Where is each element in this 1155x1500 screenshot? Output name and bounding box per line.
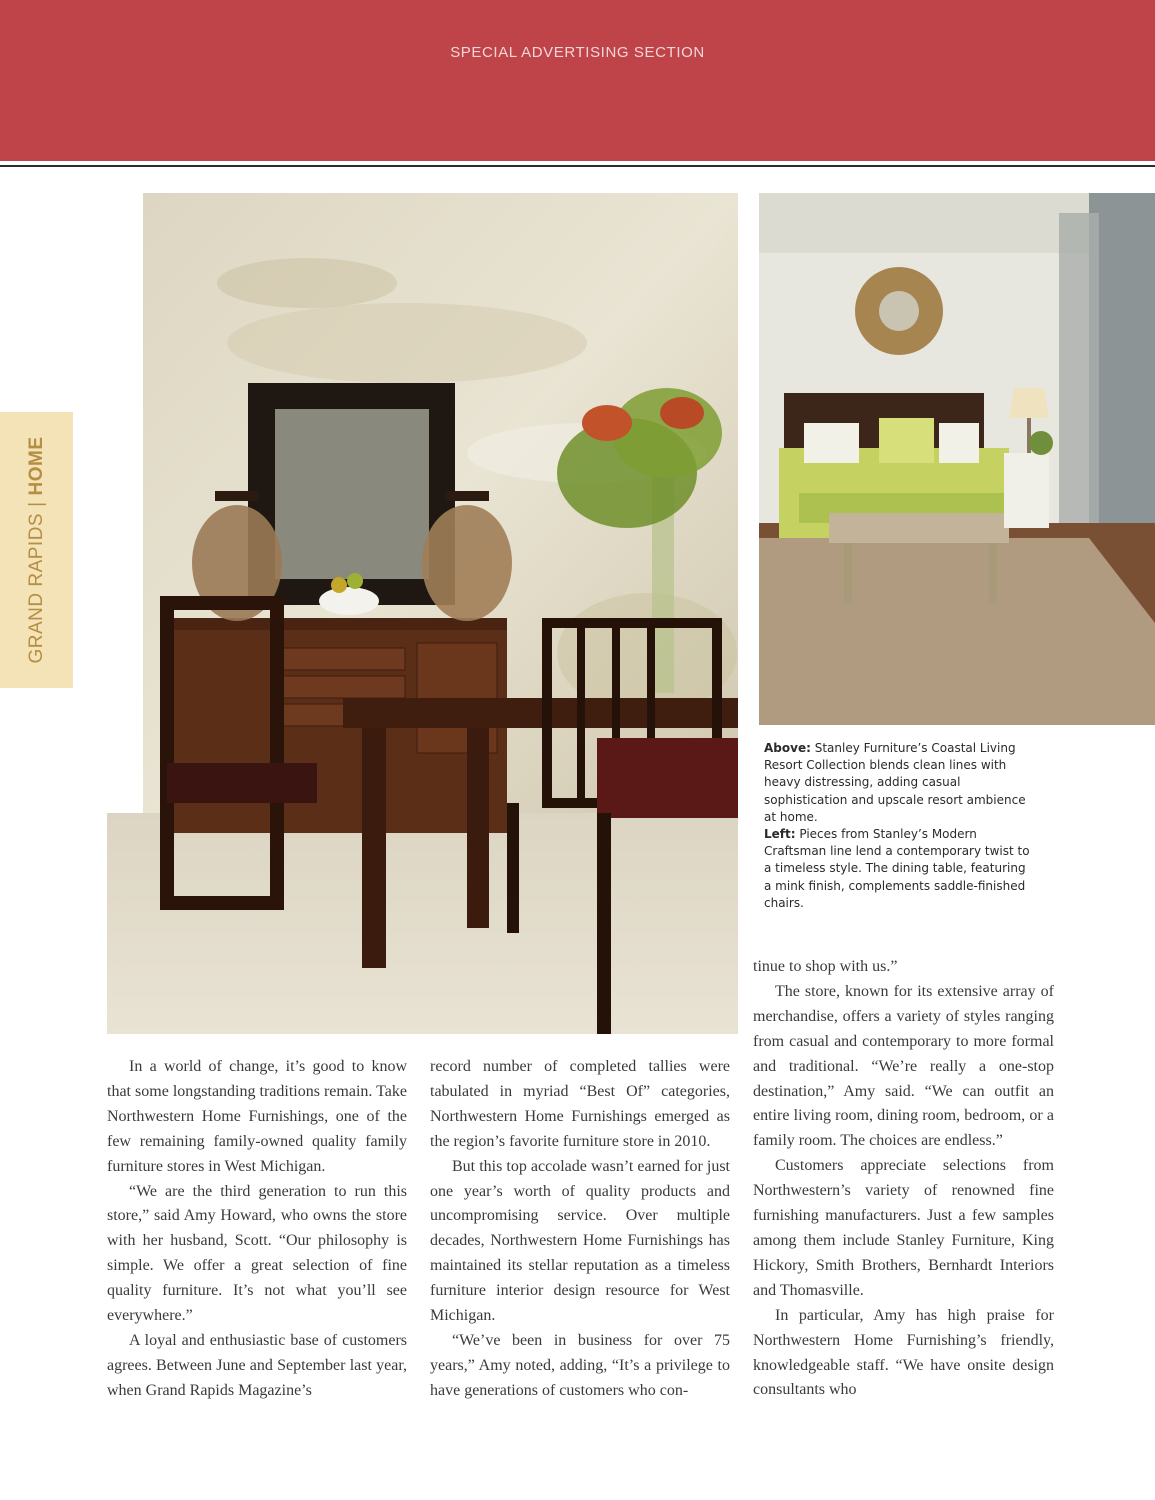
paragraph: In particular, Amy has high praise for Northwestern Home Furnishing’s friendly, knowledgeable staff. “We have onsite design consultants who [753, 1306, 1054, 1399]
header-band [0, 0, 1155, 161]
caption-left-text: Pieces from Stanley’s Modern Craftsman line lend a contemporary twist to a timeless style. The dining table, featuring a mink finish, complements saddle-finished chairs. [764, 827, 1030, 910]
side-tab [0, 412, 73, 688]
paragraph: A loyal and enthusiastic base of customers agrees. Between June and September last year, when Grand Rapids Magazine’s [107, 1331, 407, 1399]
article-column-1 [107, 1055, 407, 1404]
photo-caption [764, 740, 1034, 912]
dining-room-photo [107, 193, 738, 1034]
paragraph: tinue to shop with us.” [753, 958, 898, 975]
side-tab-label [26, 436, 48, 663]
paragraph: record number of completed tallies were tabulated in myriad “Best Of” categories, Northwestern Home Furnishings emerged as the region’s favorite furniture store in 2010. [430, 1058, 730, 1150]
paragraph: The store, known for its extensive array of merchandise, offers a variety of styles ranging from casual and contemporary to more formal and traditional. “We’re really a one-stop destination,” Amy said. “We can outfit an entire living room, dining room, bedroom, or a family room. The choices are endless.” [753, 982, 1054, 1150]
paragraph: Customers appreciate selections from Northwestern’s variety of renowned fine furnishing manufacturers. Just a few samples among them include Stanley Furniture, King Hickory, Smith Brothers, Bernhardt Interiors and Thomasville. [753, 1157, 1054, 1299]
side-tab-divider: | [25, 501, 47, 507]
bedroom-photo [759, 193, 1155, 725]
header-label: SPECIAL ADVERTISING SECTION [450, 44, 705, 61]
paragraph: “We’ve been in business for over 75 years,” Amy noted, adding, “It’s a privilege to have generations of customers who con- [430, 1331, 730, 1399]
side-tab-section: GRAND RAPIDS [25, 512, 47, 664]
paragraph: But this top accolade wasn’t earned for just one year’s worth of quality products and uncompromising service. Over multiple decades, Northwestern Home Furnishings has maintained its stellar reputation as a timeless furniture interior design resource for West Michigan. [430, 1157, 730, 1325]
paragraph: In a world of change, it’s good to know that some longstanding traditions remain. Take Northwestern Home Furnishings, one of the few remaining family-owned quality family furniture stores in West Michigan. [107, 1058, 407, 1175]
article-column-3 [753, 955, 1054, 1403]
paragraph: “We are the third generation to run this store,” said Amy Howard, who owns the store with her husband, Scott. “Our philosophy is simple. We offer a great selection of fine quality furniture. It’s not what you’ll see everywhere.” [107, 1182, 407, 1325]
caption-left-label: Left: [764, 827, 796, 842]
caption-above-label: Above: [764, 741, 811, 755]
header-rule [0, 165, 1155, 167]
side-tab-category: HOME [25, 436, 47, 496]
caption-above-text: Stanley Furniture’s Coastal Living Resort Collection blends clean lines with heavy distressing, adding casual sophistication and upscale resort ambience at home. [764, 741, 1026, 824]
article-column-2 [430, 1055, 730, 1404]
